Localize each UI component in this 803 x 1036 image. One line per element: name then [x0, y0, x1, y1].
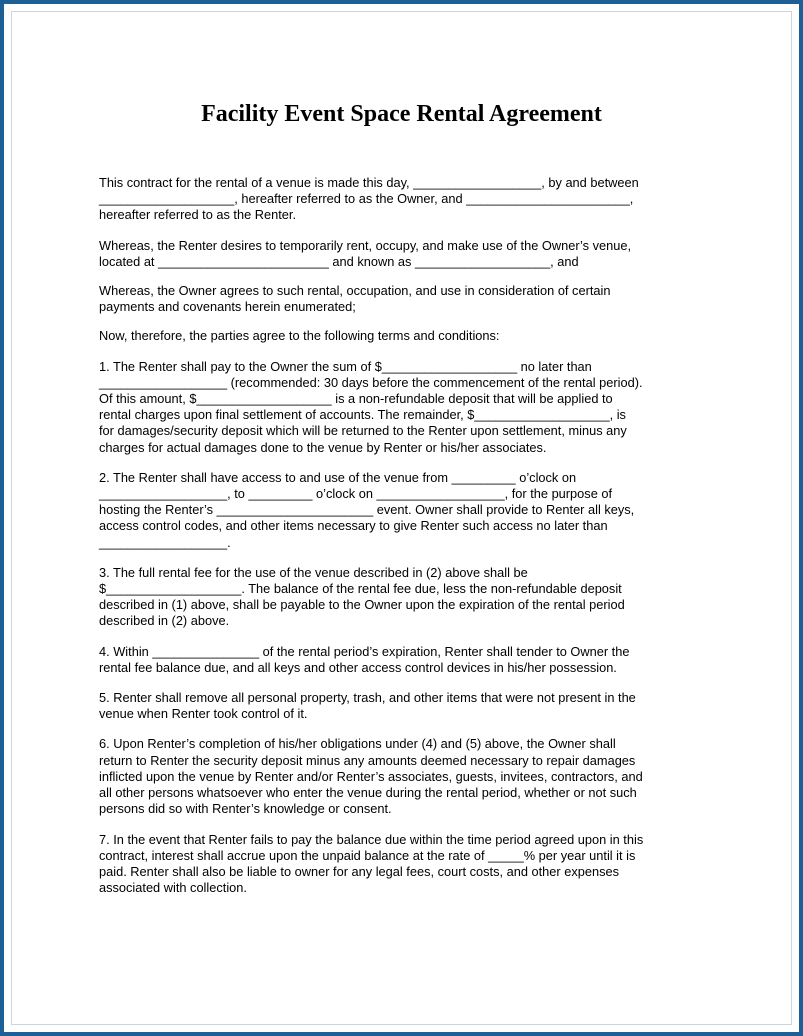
- term-3-paragraph: 3. The full rental fee for the use of the venue described in (2) above shall be $___________________. The balance of the rental fee due, less the non-refundable deposit described in (1) above, shall be payable to the Owner upon the expiration of the rental period described in (2) above.: [99, 564, 625, 629]
- now-therefore-paragraph: Now, therefore, the parties agree to the following terms and conditions:: [99, 328, 500, 344]
- term-6-paragraph: 6. Upon Renter’s completion of his/her obligations under (4) and (5) above, the Owner shall return to Renter the security deposit minus any amounts deemed necessary to repair damages inflicted upon the venue by Renter and/or Renter’s associates, guests, invitees, contractors, and all other persons whatsoever who enter the venue during the rental period, whether or not such persons did so with Renter’s knowledge or consent.: [99, 736, 643, 817]
- term-7-paragraph: 7. In the event that Renter fails to pay the balance due within the time period agreed upon in this contract, interest shall accrue upon the unpaid balance at the rate of _____% per year until it is paid. Renter shall also be liable to owner for any legal fees, court costs, and other expenses associated with collection.: [99, 831, 644, 896]
- document-body: [99, 175, 719, 896]
- intro-paragraph: This contract for the rental of a venue is made this day, __________________, by and between ___________________, hereafter referred to as the Owner, and _______________________, hereafter referred to as the Renter.: [99, 175, 639, 223]
- term-5-paragraph: 5. Renter shall remove all personal property, trash, and other items that were not present in the venue when Renter took control of it.: [99, 690, 636, 722]
- term-1-paragraph: 1. The Renter shall pay to the Owner the sum of $___________________ no later than __________________ (recommended: 30 days before the commencement of the rental period). Of this amount, $___________________ is a non-refundable deposit that will be applied to rental charges upon final settlement of accounts. The remainder, $___________________, is for damages/security deposit which will be returned to the Renter upon settlement, minus any charges for actual damages done to the venue by Renter or his/her associates.: [99, 358, 643, 455]
- term-4-paragraph: 4. Within _______________ of the rental period’s expiration, Renter shall tender to Owner the rental fee balance due, and all keys and other access control devices in his/her possession.: [99, 643, 630, 675]
- term-2-paragraph: 2. The Renter shall have access to and use of the venue from _________ o’clock on __________________, to _________ o’clock on __________________, for the purpose of hosting the Renter’s ______________________ event. Owner shall provide to Renter all keys, access control codes, and other items necessary to give Renter such access no later than __________________.: [99, 469, 635, 550]
- document-title: Facility Event Space Rental Agreement: [201, 101, 602, 127]
- whereas-renter-paragraph: Whereas, the Renter desires to temporarily rent, occupy, and make use of the Owner’s venue, located at ________________________ and known as ___________________, and: [99, 237, 632, 269]
- whereas-owner-paragraph: Whereas, the Owner agrees to such rental, occupation, and use in consideration of certain payments and covenants herein enumerated;: [99, 283, 611, 315]
